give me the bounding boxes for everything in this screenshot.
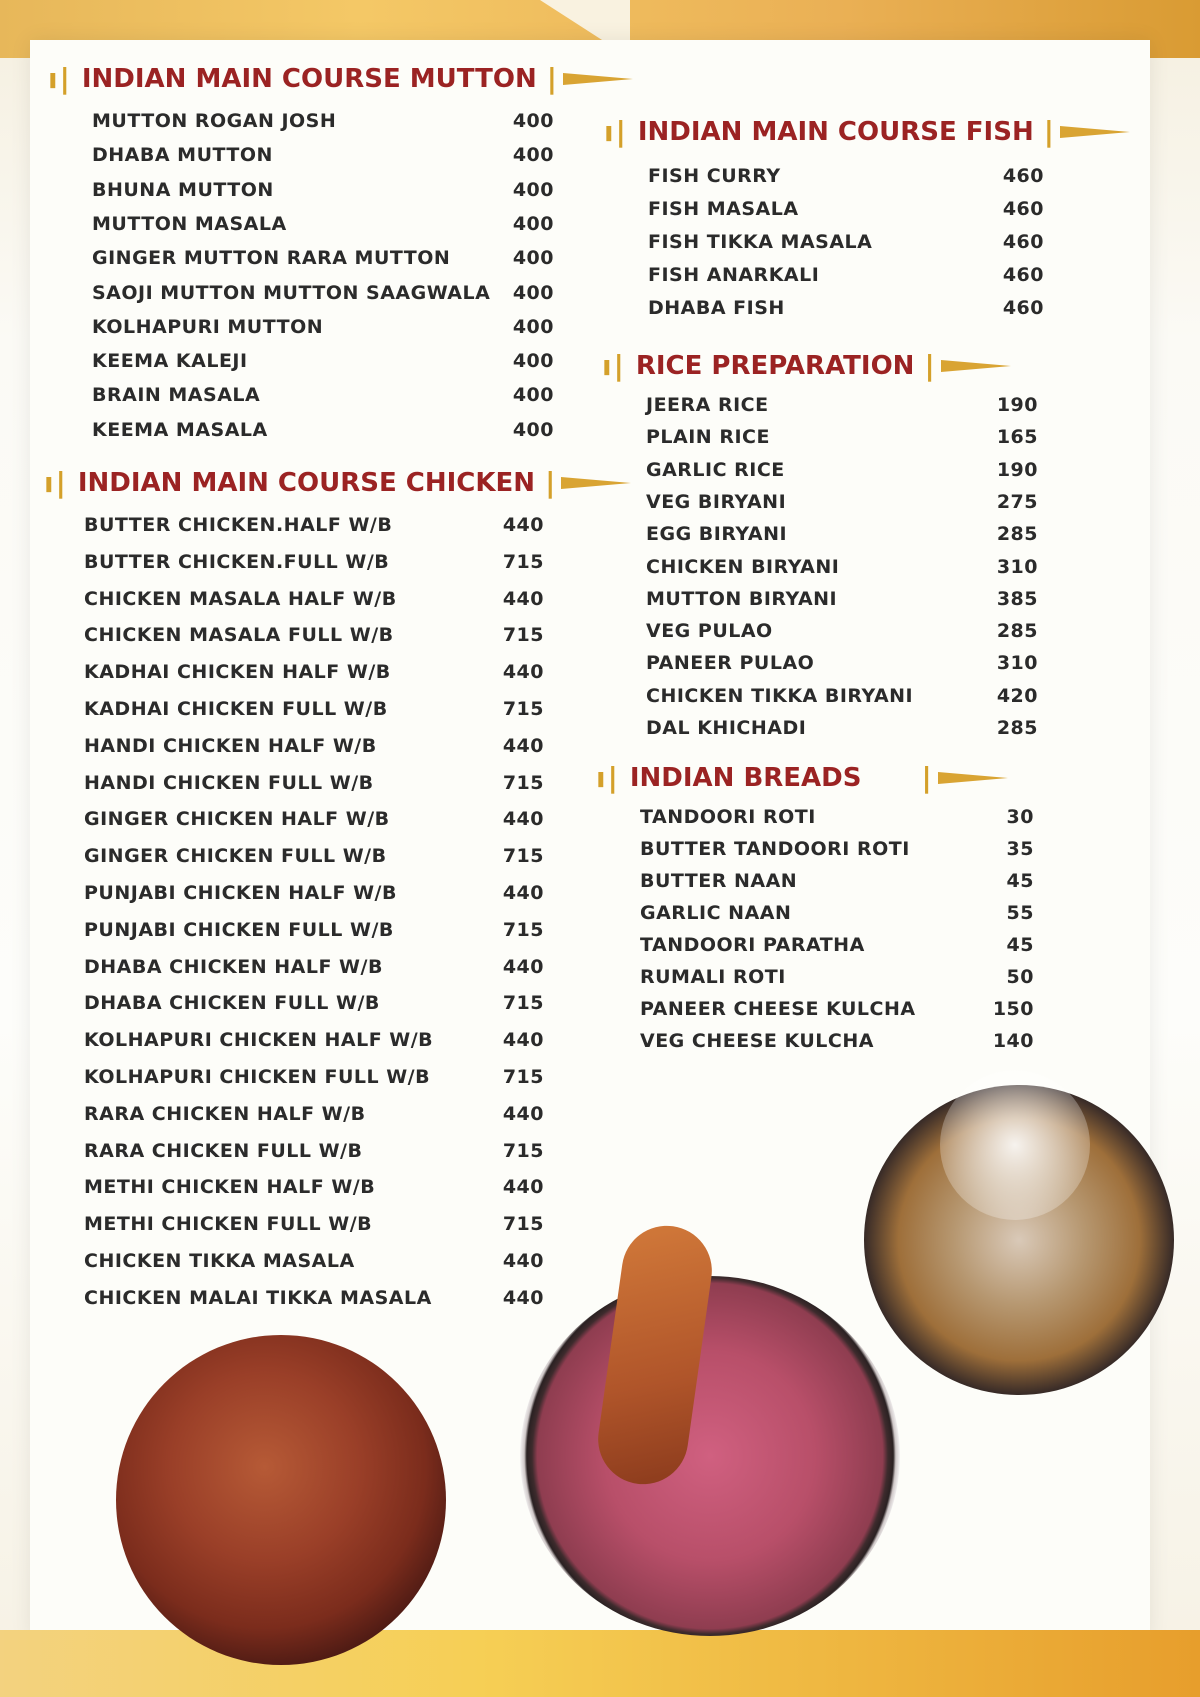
menu-item-row [84, 1213, 544, 1235]
menu-item-row [84, 551, 544, 573]
breads-section-header [596, 761, 1008, 794]
menu-item-price: 715 [502, 624, 544, 647]
menu-item-price: 35 [1006, 838, 1034, 860]
menu-item-name: PUNJABI CHICKEN FULL W/B [84, 918, 394, 941]
menu-item-price: 30 [1006, 806, 1034, 828]
menu-item-row [84, 956, 544, 978]
menu-item-name: VEG BIRYANI [646, 490, 787, 513]
steam-image [940, 1070, 1090, 1220]
menu-item-name: CHICKEN BIRYANI [646, 555, 840, 578]
chicken-section-title: INDIAN MAIN COURSE CHICKEN [77, 467, 536, 498]
menu-item-price: 275 [996, 490, 1038, 513]
menu-item-row [646, 491, 1038, 513]
menu-item-row [646, 394, 1038, 416]
menu-item-name: METHI CHICKEN HALF W/B [84, 1176, 376, 1199]
menu-item-name: KADHAI CHICKEN FULL W/B [84, 698, 388, 720]
menu-item-name: EGG BIRYANI [646, 523, 788, 546]
menu-item-price: 440 [502, 1250, 544, 1272]
menu-item-price: 400 [512, 315, 554, 338]
menu-item-name: PANEER PULAO [646, 652, 815, 675]
menu-item-price: 45 [1006, 870, 1034, 892]
menu-item-row [646, 717, 1038, 739]
menu-item-row [84, 772, 544, 794]
menu-item-name: GARLIC NAAN [640, 902, 792, 924]
header-arrow-icon [563, 73, 633, 85]
mutton-dish-photo [116, 1335, 446, 1665]
header-marks-icon: ı| [602, 349, 626, 382]
menu-item-name: BRAIN MASALA [92, 384, 261, 407]
menu-item-row [84, 1250, 544, 1272]
menu-item-price: 440 [502, 1176, 544, 1199]
menu-item-row [84, 919, 544, 941]
menu-item-name: KEEMA KALEJI [92, 350, 248, 373]
menu-item-name: CHICKEN TIKKA MASALA [84, 1250, 355, 1272]
menu-item-name: CHICKEN TIKKA BIRYANI [646, 684, 914, 707]
menu-item-name: TANDOORI ROTI [640, 806, 816, 828]
menu-item-name: GINGER CHICKEN FULL W/B [84, 845, 387, 868]
menu-item-row [92, 316, 554, 338]
menu-item-row [92, 179, 554, 201]
menu-item-name: BUTTER CHICKEN.FULL W/B [84, 550, 390, 573]
header-marks-icon: ı| [44, 466, 68, 499]
fish-section-title: INDIAN MAIN COURSE FISH [637, 116, 1034, 147]
menu-item-name: MUTTON BIRYANI [646, 587, 838, 610]
menu-item-price: 400 [512, 418, 554, 441]
menu-item-row [646, 685, 1038, 707]
menu-item-row [646, 556, 1038, 578]
menu-item-price: 190 [996, 394, 1038, 416]
menu-item-row [84, 845, 544, 867]
menu-item-row [640, 870, 1034, 892]
menu-item-row [640, 934, 1034, 956]
menu-item-name: FISH MASALA [648, 198, 799, 220]
chicken-section-header [44, 466, 631, 499]
menu-item-name: DHABA MUTTON [92, 144, 273, 167]
menu-item-row [648, 297, 1044, 319]
menu-item-price: 715 [502, 1066, 544, 1088]
header-arrow-icon [941, 360, 1011, 372]
menu-item-price: 440 [502, 514, 544, 536]
menu-item-price: 715 [502, 550, 544, 573]
menu-item-price: 190 [996, 458, 1038, 481]
menu-item-price: 285 [996, 523, 1038, 546]
menu-item-price: 400 [512, 384, 554, 407]
menu-item-price: 460 [1002, 198, 1044, 220]
menu-item-name: KOLHAPURI CHICKEN HALF W/B [84, 1029, 434, 1052]
menu-item-name: BUTTER NAAN [640, 870, 798, 892]
bottom-decorative-band [0, 1630, 1200, 1697]
header-bar-icon: | [545, 466, 556, 499]
menu-item-name: FISH ANARKALI [648, 264, 820, 286]
menu-item-name: HANDI CHICKEN FULL W/B [84, 771, 374, 794]
menu-item-name: DHABA CHICKEN FULL W/B [84, 992, 380, 1015]
mutton-section-title: INDIAN MAIN COURSE MUTTON [81, 63, 537, 94]
menu-item-price: 50 [1006, 966, 1034, 988]
menu-item-row [640, 966, 1034, 988]
header-arrow-icon [1060, 126, 1130, 138]
menu-item-row [84, 735, 544, 757]
menu-item-price: 460 [1002, 165, 1044, 187]
menu-item-row [92, 110, 554, 132]
menu-item-name: PUNJABI CHICKEN HALF W/B [84, 882, 397, 904]
menu-item-row [92, 282, 554, 304]
menu-item-price: 440 [502, 808, 544, 831]
menu-item-price: 460 [1002, 264, 1044, 286]
menu-item-name: MUTTON ROGAN JOSH [92, 110, 337, 132]
header-bar-icon: | [921, 761, 932, 794]
menu-item-row [646, 652, 1038, 674]
menu-item-name: BUTTER TANDOORI ROTI [640, 838, 910, 860]
menu-item-price: 460 [1002, 231, 1044, 253]
menu-item-name: DAL KHICHADI [646, 717, 807, 739]
menu-item-row [640, 1030, 1034, 1052]
menu-item-name: TANDOORI PARATHA [640, 934, 865, 956]
menu-item-row [84, 698, 544, 720]
breads-section-title: INDIAN BREADS [629, 762, 862, 793]
menu-item-row [640, 806, 1034, 828]
menu-item-price: 310 [996, 555, 1038, 578]
menu-item-name: HANDI CHICKEN HALF W/B [84, 734, 377, 757]
menu-item-price: 440 [502, 587, 544, 610]
menu-item-price: 460 [1002, 297, 1044, 319]
rice-section-header [602, 349, 1011, 382]
header-arrow-icon [561, 477, 631, 489]
fish-section-header [604, 115, 1130, 148]
menu-item-row [640, 838, 1034, 860]
menu-item-name: SAOJI MUTTON MUTTON SAAGWALA [92, 281, 491, 304]
menu-item-name: KOLHAPURI MUTTON [92, 315, 324, 338]
menu-item-price: 400 [512, 110, 554, 132]
menu-item-row [84, 588, 544, 610]
menu-item-name: FISH TIKKA MASALA [648, 231, 873, 253]
menu-item-price: 385 [996, 587, 1038, 610]
menu-item-name: GINGER CHICKEN HALF W/B [84, 808, 390, 831]
menu-item-name: RARA CHICKEN HALF W/B [84, 1102, 366, 1125]
menu-item-row [84, 624, 544, 646]
header-bar-icon: | [546, 62, 557, 95]
menu-item-row [92, 419, 554, 441]
menu-item-row [640, 902, 1034, 924]
menu-item-name: DHABA FISH [648, 297, 785, 319]
menu-item-price: 285 [996, 620, 1038, 643]
menu-item-price: 45 [1006, 934, 1034, 956]
menu-item-name: VEG CHEESE KULCHA [640, 1030, 874, 1052]
menu-item-price: 400 [512, 247, 554, 270]
rice-section-title: RICE PREPARATION [635, 350, 915, 381]
menu-item-name: CHICKEN MASALA FULL W/B [84, 624, 394, 647]
menu-item-name: FISH CURRY [648, 165, 781, 187]
menu-item-price: 400 [512, 212, 554, 235]
menu-item-name: VEG PULAO [646, 620, 773, 643]
menu-item-name: BUTTER CHICKEN.HALF W/B [84, 514, 393, 536]
menu-item-price: 400 [512, 350, 554, 373]
menu-item-row [84, 992, 544, 1014]
menu-item-row [646, 588, 1038, 610]
menu-item-row [640, 998, 1034, 1020]
menu-item-price: 310 [996, 652, 1038, 675]
menu-item-row [84, 808, 544, 830]
header-marks-icon: ı| [596, 761, 620, 794]
menu-item-price: 440 [502, 882, 544, 904]
menu-item-row [84, 1066, 544, 1088]
menu-item-name: KOLHAPURI CHICKEN FULL W/B [84, 1066, 431, 1088]
menu-item-name: DHABA CHICKEN HALF W/B [84, 955, 383, 978]
menu-item-price: 400 [512, 144, 554, 167]
menu-item-price: 140 [992, 1030, 1034, 1052]
menu-item-price: 440 [502, 1286, 544, 1309]
menu-item-name: CHICKEN MALAI TIKKA MASALA [84, 1286, 432, 1309]
menu-item-price: 165 [996, 426, 1038, 449]
menu-item-price: 715 [502, 1213, 544, 1236]
menu-item-price: 715 [502, 771, 544, 794]
menu-item-price: 440 [502, 661, 544, 684]
menu-item-row [84, 1103, 544, 1125]
menu-item-price: 420 [996, 684, 1038, 707]
menu-item-price: 55 [1006, 902, 1034, 924]
menu-item-price: 715 [502, 698, 544, 720]
menu-item-row [92, 247, 554, 269]
menu-item-price: 150 [992, 998, 1034, 1020]
menu-item-row [84, 661, 544, 683]
menu-item-row [646, 523, 1038, 545]
menu-item-price: 285 [996, 717, 1038, 739]
menu-item-row [648, 165, 1044, 187]
menu-item-name: PLAIN RICE [646, 426, 770, 449]
header-bar-icon: | [924, 349, 935, 382]
menu-item-row [92, 384, 554, 406]
menu-item-name: CHICKEN MASALA HALF W/B [84, 587, 397, 610]
menu-item-name: METHI CHICKEN FULL W/B [84, 1213, 373, 1236]
menu-item-row [648, 231, 1044, 253]
menu-item-row [84, 514, 544, 536]
menu-item-price: 715 [502, 1139, 544, 1162]
menu-item-row [648, 264, 1044, 286]
menu-item-price: 400 [512, 281, 554, 304]
menu-item-row [84, 882, 544, 904]
menu-item-name: GARLIC RICE [646, 458, 785, 481]
menu-item-name: JEERA RICE [646, 394, 769, 416]
menu-item-price: 440 [502, 955, 544, 978]
header-arrow-icon [938, 772, 1008, 784]
menu-item-row [648, 198, 1044, 220]
menu-item-name: PANEER CHEESE KULCHA [640, 998, 916, 1020]
menu-item-row [646, 459, 1038, 481]
menu-item-price: 440 [502, 1029, 544, 1052]
chicken-curry-photo [520, 1276, 900, 1636]
menu-item-price: 400 [512, 178, 554, 201]
menu-item-row [84, 1176, 544, 1198]
header-marks-icon: ı| [604, 115, 628, 148]
mutton-section-header [48, 62, 633, 95]
menu-item-price: 440 [502, 1102, 544, 1125]
menu-item-row [646, 426, 1038, 448]
menu-item-price: 715 [502, 845, 544, 868]
header-marks-icon: ı| [48, 62, 72, 95]
menu-item-price: 440 [502, 734, 544, 757]
menu-item-name: RARA CHICKEN FULL W/B [84, 1139, 363, 1162]
menu-item-name: KADHAI CHICKEN HALF W/B [84, 661, 391, 684]
menu-item-row [92, 144, 554, 166]
menu-item-row [84, 1029, 544, 1051]
menu-item-price: 715 [502, 992, 544, 1015]
menu-item-name: GINGER MUTTON RARA MUTTON [92, 247, 451, 270]
menu-item-row [84, 1140, 544, 1162]
menu-item-name: KEEMA MASALA [92, 418, 268, 441]
menu-item-row [646, 620, 1038, 642]
menu-item-name: BHUNA MUTTON [92, 178, 274, 201]
menu-item-name: RUMALI ROTI [640, 966, 786, 988]
menu-item-row [84, 1287, 544, 1309]
menu-item-name: MUTTON MASALA [92, 212, 287, 235]
header-bar-icon: | [1043, 115, 1054, 148]
menu-item-row [92, 350, 554, 372]
menu-item-price: 715 [502, 918, 544, 941]
menu-item-row [92, 213, 554, 235]
